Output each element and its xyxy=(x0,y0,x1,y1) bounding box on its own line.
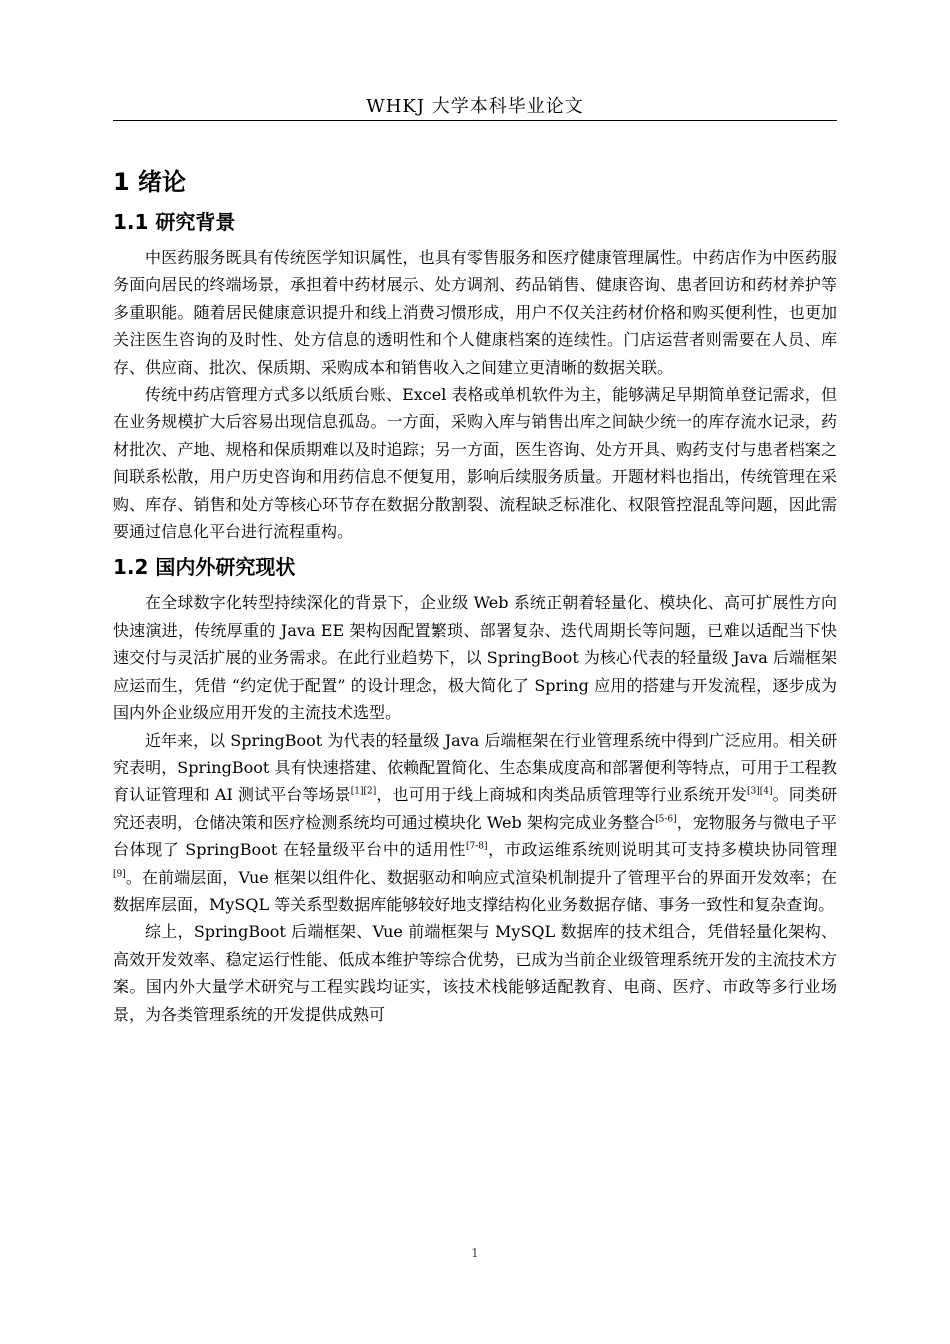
running-header: WHKJ 大学本科毕业论文 xyxy=(366,96,584,117)
paragraph-text: 。在前端层面，Vue 框架以组件化、数据驱动和响应式渲染机制提升了管理平台的界面开发效率；在数据库层面，MySQL 等关系型数据库能够较好地支撑结构化业务数据存储、事务一致性和复杂查询。 xyxy=(113,867,837,914)
body-paragraph xyxy=(113,381,837,545)
section-gap xyxy=(113,545,837,553)
paragraph-text: 传统中药店管理方式多以纸质台账、Excel 表格或单机软件为主，能够满足早期简单登记需求，但在业务规模扩大后容易出现信息孤岛。一方面，采购入库与销售出库之间缺少统一的库存流水记录，药材批次、产地、规格和保质期难以及时追踪；另一方面，医生咨询、处方开具、购药支付与患者档案之间联系松散，用户历史咨询和用药信息不便复用，影响后续服务质量。开题材料也指出，传统管理在采购、库存、销售和处方等核心环节存在数据分散割裂、流程缺乏标准化、权限管控混乱等问题，因此需要通过信息化平台进行流程重构。 xyxy=(113,385,837,542)
body-paragraph xyxy=(113,918,837,1028)
chapter-title: 1 绪论 xyxy=(113,168,187,196)
header-rule xyxy=(113,120,837,121)
section-heading: 1.1 研究背景 xyxy=(113,210,236,234)
citation-marker: [5-6] xyxy=(655,814,677,825)
page-number: 1 xyxy=(471,1246,479,1260)
body-paragraph xyxy=(113,244,837,381)
paragraph-text: 近年来，以 SpringBoot 为代表的轻量级 Java 后端框架在行业管理系统中得到广泛应用。相关研究表明，SpringBoot 具有快速搭建、依赖配置简化、生态集成度高和部署便利等特点，可用于工程教育认证管理和 AI 测试平台等场景 xyxy=(113,730,837,805)
paragraph-text: 综上，SpringBoot 后端框架、Vue 前端框架与 MySQL 数据库的技术组合，凭借轻量化架构、高效开发效率、稳定运行性能、低成本维护等综合优势，已成为当前企业级管理系统开发的主流技术方案。国内外大量学术研究与工程实践均证实，该技术栈能够适配教育、电商、医疗、市政等多行业场景，为各类管理系统的开发提供成熟可 xyxy=(113,922,837,1024)
citation-marker: [9] xyxy=(113,869,126,880)
paragraph-text: 中医药服务既具有传统医学知识属性，也具有零售服务和医疗健康管理属性。中药店作为中医药服务面向居民的终端场景，承担着中药材展示、处方调剂、药品销售、健康咨询、患者回访和药材养护等多重职能。随着居民健康意识提升和线上消费习惯形成，用户不仅关注药材价格和购买便利性，也更加关注医生咨询的及时性、处方信息的透明性和个人健康档案的连续性。门店运营者则需要在人员、库存、供应商、批次、保质期、采购成本和销售收入之间建立更清晰的数据关联。 xyxy=(113,248,837,377)
page-content xyxy=(113,160,837,1028)
citation-marker: [7-8] xyxy=(466,841,488,852)
paragraph-text: 在全球数字化转型持续深化的背景下，企业级 Web 系统正朝着轻量化、模块化、高可扩展性方向快速演进，传统厚重的 Java EE 架构因配置繁琐、部署复杂、迭代周期长等问题，已难以适配当下快速交付与灵活扩展的业务需求。在此行业趋势下，以 SpringBoot 为核心代表的轻量级 Java 后端框架应运而生，凭借 “约定优于配置” 的设计理念，极大简化了 Spring 应用的搭建与开发流程，逐步成为国内外企业级应用开发的主流技术选型。 xyxy=(113,593,837,723)
paragraph-text: ，宠物服务与微电子平台体现了 SpringBoot 在轻量级平台中的适用性 xyxy=(113,812,837,860)
sections-container xyxy=(113,208,837,1028)
body-paragraph xyxy=(113,589,837,726)
paragraph-text: ，也可用于线上商城和肉类品质管理等行业系统开发 xyxy=(376,785,748,805)
body-paragraph xyxy=(113,727,837,919)
citation-marker: [1][2] xyxy=(350,786,377,797)
paragraph-text: 。同类研究还表明，仓储决策和医疗检测系统均可通过模块化 Web 架构完成业务整合 xyxy=(113,785,837,832)
section-heading: 1.2 国内外研究现状 xyxy=(113,555,296,580)
citation-marker: [3][4] xyxy=(747,786,773,797)
paragraph-text: ，市政运维系统则说明其可支持多模块协同管理 xyxy=(487,840,837,860)
